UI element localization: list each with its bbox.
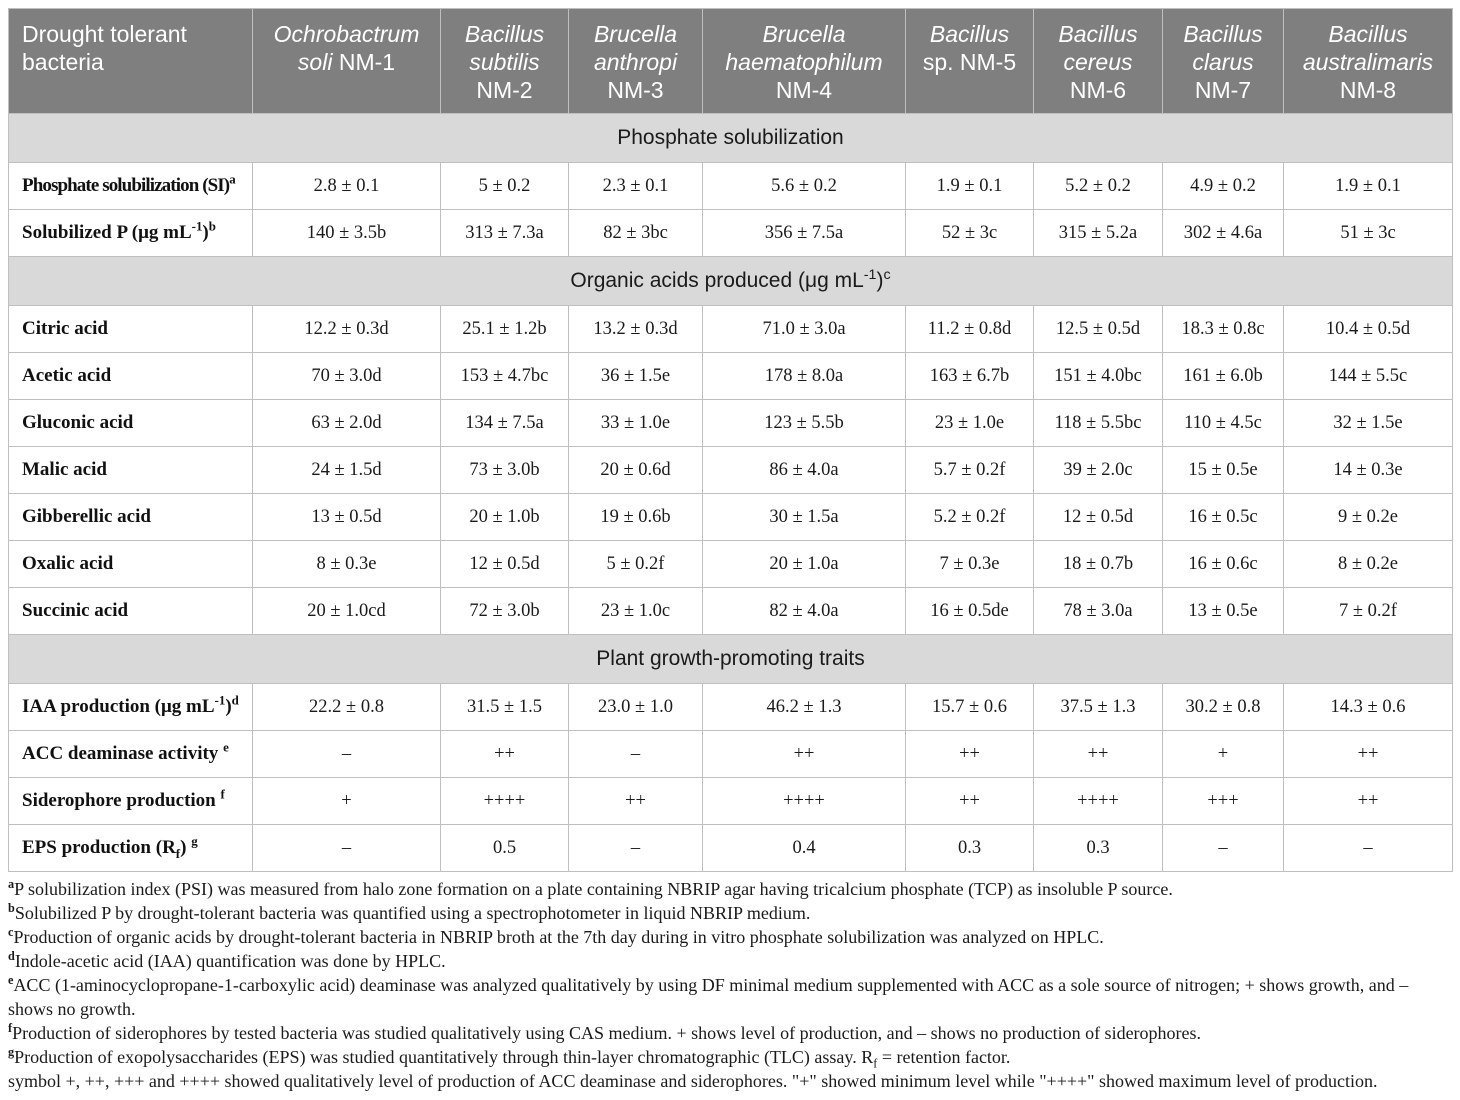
footnote-marker: a [8,877,15,891]
footnote-marker: e [8,973,14,987]
table-cell: 8 ± 0.2e [1284,541,1453,588]
footnote [8,1045,1452,1069]
footnote-marker: g [8,1045,15,1059]
superscript: -1 [191,218,203,234]
table-cell: 82 ± 4.0a [703,588,906,635]
superscript: e [223,739,229,755]
section-title [9,635,1453,684]
table-cell: 12 ± 0.5d [441,541,569,588]
table-cell: + [253,778,441,825]
table-cell: 110 ± 4.5c [1163,400,1284,447]
table-cell: 23 ± 1.0c [569,588,703,635]
table-row [9,306,1453,353]
footnote-marker: f [8,1021,13,1035]
text-segment: Siderophore production [22,790,221,811]
table-cell: 20 ± 1.0cd [253,588,441,635]
superscript: b [208,218,216,234]
subscript: f [175,845,181,861]
row-label [9,684,253,731]
table-cell: 36 ± 1.5e [569,353,703,400]
superscript: f [220,786,225,802]
table-cell: – [253,731,441,778]
table-cell: 7 ± 0.2f [1284,588,1453,635]
table-cell: 4.9 ± 0.2 [1163,163,1284,210]
table-row [9,353,1453,400]
table-cell: 72 ± 3.0b [441,588,569,635]
table-cell: 71.0 ± 3.0a [703,306,906,353]
table-cell: 14.3 ± 0.6 [1284,684,1453,731]
table-cell: 70 ± 3.0d [253,353,441,400]
strain-id: NM-1 [338,49,396,75]
table-cell: 20 ± 0.6d [569,447,703,494]
text-segment: Production of exopolysaccharides (EPS) was studied quantitatively through thin-layer chromatographic (TLC) assay. R [14,1047,874,1067]
table-cell: 52 ± 3c [906,210,1034,257]
table-cell: 5.7 ± 0.2f [906,447,1034,494]
column-header-nm-7 [1163,9,1284,114]
row-label [9,541,253,588]
column-header-nm-6 [1034,9,1163,114]
table-cell: 13 ± 0.5d [253,494,441,541]
corner-header-label: Drought tolerant bacteria [22,21,187,75]
text-segment: Indole-acetic acid (IAA) quantification was done by HPLC. [14,951,446,971]
table-cell: ++ [906,731,1034,778]
table-cell: 13 ± 0.5e [1163,588,1284,635]
table-cell: 8 ± 0.3e [253,541,441,588]
footnote [8,877,1452,901]
footnote-marker: c [8,925,14,939]
table-cell: 22.2 ± 0.8 [253,684,441,731]
superscript: d [231,692,239,708]
footnote [8,925,1452,949]
table-cell: 315 ± 5.2a [1034,210,1163,257]
row-label [9,353,253,400]
table-cell: 13.2 ± 0.3d [569,306,703,353]
table-cell: 82 ± 3bc [569,210,703,257]
row-label [9,778,253,825]
superscript: c [883,267,891,283]
table-cell: – [1163,825,1284,872]
table-cell: 178 ± 8.0a [703,353,906,400]
table-row [9,588,1453,635]
footnote-marker: b [8,901,15,915]
row-label [9,400,253,447]
table-cell: ++ [1284,731,1453,778]
table-cell: ++ [569,778,703,825]
table-cell: 10.4 ± 0.5d [1284,306,1453,353]
table-cell: 39 ± 2.0c [1034,447,1163,494]
table-cell: + [1163,731,1284,778]
column-header-nm-8 [1284,9,1453,114]
text-segment: Solubilized P by drought-tolerant bacteria was quantified using a spectrophotometer in liquid NBRIP medium. [14,903,811,923]
strain-id: NM-8 [1339,77,1397,103]
table-cell: +++ [1163,778,1284,825]
superscript: -1 [863,267,877,283]
table-cell: – [253,825,441,872]
table-cell: 1.9 ± 0.1 [1284,163,1453,210]
table-body [9,114,1453,872]
row-label [9,210,253,257]
table-cell: 31.5 ± 1.5 [441,684,569,731]
superscript: -1 [214,692,226,708]
column-header-nm-1 [253,9,441,114]
table-cell: 19 ± 0.6b [569,494,703,541]
table-cell: 140 ± 3.5b [253,210,441,257]
footnote [8,1069,1452,1093]
table-cell: 32 ± 1.5e [1284,400,1453,447]
section-header-row [9,635,1453,684]
table-cell: 23 ± 1.0e [906,400,1034,447]
text-segment: ) [180,837,192,858]
text-segment: P solubilization index (PSI) was measured from halo zone formation on a plate containing NBRIP agar having tricalcium phosphate (TCP) as insoluble P source. [14,879,1173,899]
section-header-row [9,257,1453,306]
table-cell: 15.7 ± 0.6 [906,684,1034,731]
species-name: clarus [1192,49,1254,75]
table-cell: 25.1 ± 1.2b [441,306,569,353]
table-cell: 9 ± 0.2e [1284,494,1453,541]
table-cell: 0.3 [906,825,1034,872]
table-cell: 30.2 ± 0.8 [1163,684,1284,731]
table-cell: 16 ± 0.5de [906,588,1034,635]
text-segment: Acetic acid [22,365,112,386]
genus-name: Bacillus [1328,21,1408,47]
strain-id: NM-6 [1069,77,1127,103]
genus-name: Bacillus [1058,21,1138,47]
table-cell: 153 ± 4.7bc [441,353,569,400]
table-cell: ++++ [1034,778,1163,825]
table-row [9,400,1453,447]
species-name: cereus [1063,49,1133,75]
column-header-nm-2 [441,9,569,114]
strain-id: NM-4 [775,77,833,103]
table-cell: 86 ± 4.0a [703,447,906,494]
strain-id: NM-7 [1194,77,1252,103]
table-cell: ++ [1034,731,1163,778]
text-segment: ACC (1-aminocyclopropane-1-carboxylic acid) deaminase was analyzed qualitatively by using DF minimal medium supplemented with ACC as a sole source of nitrogen; + shows growth, and – shows no growth. [8,975,1409,1019]
footnote [8,901,1452,925]
text-segment: Succinic acid [22,600,129,621]
table-cell: 161 ± 6.0b [1163,353,1284,400]
text-segment: ACC deaminase activity [22,743,224,764]
table-cell: 313 ± 7.3a [441,210,569,257]
text-segment: Production of siderophores by tested bacteria was studied qualitatively using CAS medium. + shows level of production, and – shows no production of siderophores. [12,1023,1202,1043]
table-cell: 37.5 ± 1.3 [1034,684,1163,731]
row-label [9,588,253,635]
table-row [9,210,1453,257]
table-container [8,8,1452,872]
table-row [9,447,1453,494]
table-cell: 1.9 ± 0.1 [906,163,1034,210]
table-cell: 11.2 ± 0.8d [906,306,1034,353]
text-segment: Plant growth-promoting traits [596,647,865,670]
text-segment: symbol +, ++, +++ and ++++ showed qualitatively level of production of ACC deaminase and siderophores. "+" showed minimum level while "++++" showed maximum level of production. [8,1071,1378,1091]
table-cell: 12.5 ± 0.5d [1034,306,1163,353]
table-row [9,494,1453,541]
header-row [9,9,1453,114]
table-cell: 20 ± 1.0b [441,494,569,541]
species-name: subtilis [469,49,540,75]
table-cell: 5.2 ± 0.2f [906,494,1034,541]
table-cell: 0.4 [703,825,906,872]
table-cell: ++ [703,731,906,778]
row-label [9,306,253,353]
table-cell: 5 ± 0.2 [441,163,569,210]
section-header-row [9,114,1453,163]
row-label [9,447,253,494]
table-cell: 163 ± 6.7b [906,353,1034,400]
table-row [9,731,1453,778]
column-header-bacteria [9,9,253,114]
table-cell: 33 ± 1.0e [569,400,703,447]
text-segment: Gibberellic acid [22,506,151,527]
table-cell: 46.2 ± 1.3 [703,684,906,731]
text-segment: Malic acid [22,459,107,480]
table-cell: ++ [1284,778,1453,825]
section-title [9,114,1453,163]
table-cell: 2.3 ± 0.1 [569,163,703,210]
text-segment: ) [876,269,884,292]
table-cell: – [1284,825,1453,872]
text-segment: Organic acids produced (μg mL [570,269,864,292]
genus-name: Bacillus [1183,21,1263,47]
table-row [9,778,1453,825]
table-cell: 15 ± 0.5e [1163,447,1284,494]
table-cell: 5.6 ± 0.2 [703,163,906,210]
footnote [8,973,1452,1021]
table-cell: 5.2 ± 0.2 [1034,163,1163,210]
table-cell: 356 ± 7.5a [703,210,906,257]
row-label [9,825,253,872]
genus-name: Brucella [593,21,678,47]
table-cell: 7 ± 0.3e [906,541,1034,588]
table-cell: 51 ± 3c [1284,210,1453,257]
strain-id: NM-2 [476,77,533,103]
data-table [8,8,1453,872]
row-label [9,731,253,778]
table-footnotes [8,877,1452,1093]
table-cell: 30 ± 1.5a [703,494,906,541]
text-segment: Citric acid [22,318,109,339]
genus-name: Bacillus [464,21,545,47]
column-header-nm-3 [569,9,703,114]
text-segment: ) [202,222,209,243]
table-cell: 144 ± 5.5c [1284,353,1453,400]
text-segment: Production of organic acids by drought-tolerant bacteria in NBRIP broth at the 7th day during in vitro phosphate solubilization was analyzed on HPLC. [13,927,1104,947]
superscript: g [191,833,198,849]
text-segment: Phosphate solubilization [617,126,844,149]
section-title [9,257,1453,306]
strain-id: sp. NM-5 [922,49,1017,75]
species-name: anthropi [593,49,678,75]
table-cell: 0.3 [1034,825,1163,872]
table-cell: ++ [441,731,569,778]
table-cell: 12.2 ± 0.3d [253,306,441,353]
table-cell: 16 ± 0.5c [1163,494,1284,541]
genus-name: Bacillus [929,21,1010,47]
table-cell: 134 ± 7.5a [441,400,569,447]
genus-name: Brucella [762,21,846,47]
table-cell: 151 ± 4.0bc [1034,353,1163,400]
table-cell: 63 ± 2.0d [253,400,441,447]
table-cell: 18 ± 0.7b [1034,541,1163,588]
text-segment: Gluconic acid [22,412,134,433]
table-row [9,825,1453,872]
table-cell: 73 ± 3.0b [441,447,569,494]
species-name: haematophilum [725,49,883,75]
table-cell: 23.0 ± 1.0 [569,684,703,731]
table-cell: 5 ± 0.2f [569,541,703,588]
table-cell: 16 ± 0.6c [1163,541,1284,588]
text-segment: EPS production (R [22,837,176,858]
text-segment: IAA production (μg mL [22,696,215,717]
footnote-marker: d [8,949,15,963]
table-cell: 12 ± 0.5d [1034,494,1163,541]
species-name: soli [297,49,333,75]
column-header-nm-4 [703,9,906,114]
table-cell: – [569,731,703,778]
text-segment: ) [225,696,232,717]
row-label [9,494,253,541]
table-cell: 2.8 ± 0.1 [253,163,441,210]
table-cell: 302 ± 4.6a [1163,210,1284,257]
text-segment: Solubilized P (μg mL [22,222,192,243]
table-row [9,541,1453,588]
text-segment: Oxalic acid [22,553,114,574]
footnote [8,1021,1452,1045]
text-segment: = retention factor. [877,1047,1011,1067]
table-cell: 14 ± 0.3e [1284,447,1453,494]
table-row [9,163,1453,210]
text-segment: Phosphate solubilization (SI) [22,175,230,196]
column-header-nm-5 [906,9,1034,114]
superscript: a [229,171,235,187]
table-cell: – [569,825,703,872]
species-name: australimaris [1302,49,1434,75]
row-label [9,163,253,210]
table-row [9,684,1453,731]
table-cell: ++++ [703,778,906,825]
table-head [9,9,1453,114]
table-cell: 18.3 ± 0.8c [1163,306,1284,353]
table-cell: 0.5 [441,825,569,872]
table-cell: ++ [906,778,1034,825]
table-cell: 123 ± 5.5b [703,400,906,447]
table-cell: 20 ± 1.0a [703,541,906,588]
genus-name: Ochrobactrum [273,21,420,47]
table-cell: ++++ [441,778,569,825]
table-cell: 24 ± 1.5d [253,447,441,494]
table-cell: 118 ± 5.5bc [1034,400,1163,447]
subscript: f [873,1056,878,1071]
strain-id: NM-3 [607,77,664,103]
footnote [8,949,1452,973]
table-cell: 78 ± 3.0a [1034,588,1163,635]
